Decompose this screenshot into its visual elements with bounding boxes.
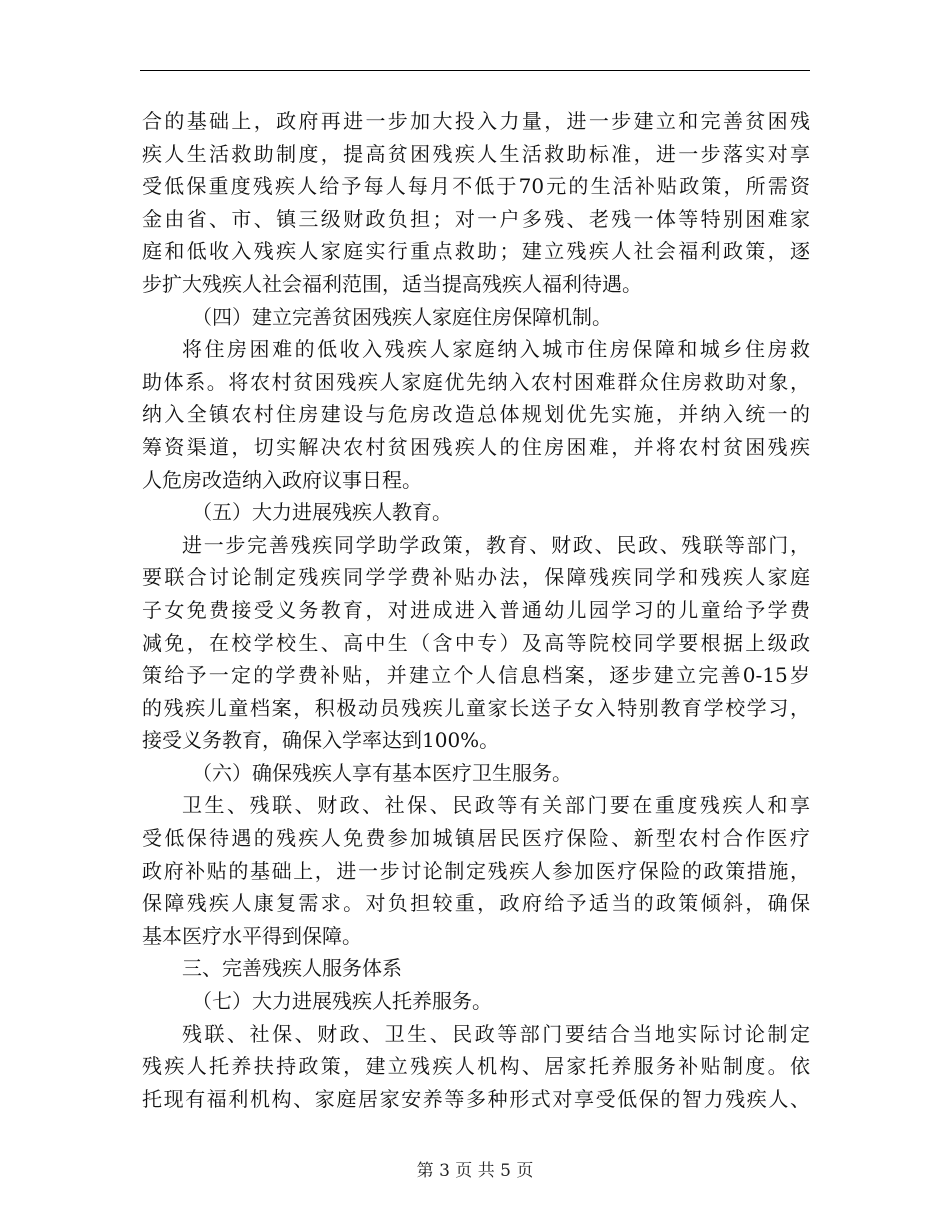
body-line: 的残疾儿童档案，积极动员残疾儿童家长送子女入特别教育学校学习， bbox=[142, 695, 810, 720]
section-heading: （五）大力进展残疾人教育。 bbox=[192, 500, 452, 525]
body-line: 保障残疾人康复需求。对负担较重，政府给予适当的政策倾斜，确保 bbox=[142, 891, 810, 916]
body-line: 金由省、市、镇三级财政负担；对一户多残、老残一体等特别困难家 bbox=[142, 206, 810, 231]
header-rule bbox=[140, 70, 810, 71]
body-line: 子女免费接受义务教育，对进成进入普通幼儿园学习的儿童给予学费 bbox=[142, 597, 810, 622]
body-line: 政府补贴的基础上，进一步讨论制定残疾人参加医疗保险的政策措施， bbox=[142, 858, 810, 883]
body-line: 托现有福利机构、家庭居家安养等多种形式对享受低保的智力残疾人、 bbox=[142, 1086, 810, 1111]
body-line: 减免，在校学校生、高中生（含中专）及高等院校同学要根据上级政 bbox=[142, 630, 810, 655]
section-heading: （六）确保残疾人享有基本医疗卫生服务。 bbox=[192, 760, 572, 785]
body-line: 筹资渠道，切实解决农村贫困残疾人的住房困难，并将农村贫困残疾 bbox=[142, 434, 810, 459]
body-line: 助体系。将农村贫困残疾人家庭优先纳入农村困难群众住房救助对象， bbox=[142, 369, 810, 394]
body-line: 人危房改造纳入政府议事日程。 bbox=[142, 467, 422, 492]
body-line: 基本医疗水平得到保障。 bbox=[142, 923, 362, 948]
page-number-footer: 第 3 页 共 5 页 bbox=[416, 1161, 534, 1181]
body-line: 纳入全镇农村住房建设与危房改造总体规划优先实施，并纳入统一的 bbox=[142, 402, 810, 427]
body-line: 卫生、残联、财政、社保、民政等有关部门要在重度残疾人和享 bbox=[182, 793, 810, 818]
body-line: 残联、社保、财政、卫生、民政等部门要结合当地实际讨论制定 bbox=[182, 1021, 810, 1046]
chapter-heading: 三、完善残疾人服务体系 bbox=[182, 956, 402, 981]
body-line: 残疾人托养扶持政策，建立残疾人机构、居家托养服务补贴制度。依 bbox=[142, 1054, 810, 1079]
body-line: 要联合讨论制定残疾同学学费补贴办法，保障残疾同学和残疾人家庭 bbox=[142, 565, 810, 590]
section-heading: （四）建立完善贫困残疾人家庭住房保障机制。 bbox=[192, 304, 612, 329]
body-line: 疾人生活救助制度，提高贫困残疾人生活救助标准，进一步落实对享 bbox=[142, 141, 810, 166]
body-line: 步扩大残疾人社会福利范围，适当提高残疾人福利待遇。 bbox=[142, 271, 642, 296]
body-line: 合的基础上，政府再进一步加大投入力量，进一步建立和完善贫困残 bbox=[142, 109, 810, 133]
body-line: 策给予一定的学费补贴，并建立个人信息档案，逐步建立完善0-15岁 bbox=[142, 663, 810, 688]
body-line: 受低保重度残疾人给予每人每月不低于70元的生活补贴政策，所需资 bbox=[142, 174, 810, 199]
section-heading: （七）大力进展残疾人托养服务。 bbox=[192, 989, 492, 1014]
body-line: 接受义务教育，确保入学率达到100%。 bbox=[142, 728, 500, 753]
body-line: 受低保待遇的残疾人免费参加城镇居民医疗保险、新型农村合作医疗 bbox=[142, 826, 810, 851]
body-line: 将住房困难的低收入残疾人家庭纳入城市住房保障和城乡住房救 bbox=[182, 337, 810, 362]
document-body bbox=[142, 105, 810, 1115]
body-line: 进一步完善残疾同学助学政策，教育、财政、民政、残联等部门， bbox=[182, 532, 810, 557]
body-line: 庭和低收入残疾人家庭实行重点救助；建立残疾人社会福利政策，逐 bbox=[142, 239, 810, 264]
